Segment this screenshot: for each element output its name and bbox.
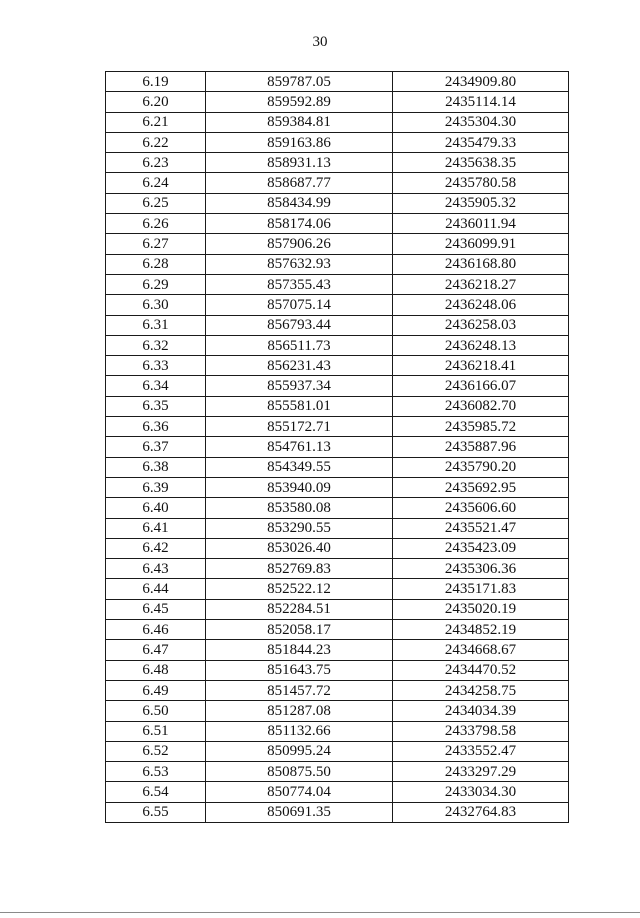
- x-coordinate-cell: 851132.66: [206, 721, 393, 741]
- x-coordinate-cell: 854349.55: [206, 457, 393, 477]
- table-row: [106, 92, 569, 112]
- y-coordinate-cell: 2435887.96: [393, 437, 569, 457]
- point-number-cell: 6.55: [106, 802, 206, 822]
- y-coordinate-cell: 2435521.47: [393, 518, 569, 538]
- y-coordinate-cell: 2436011.94: [393, 214, 569, 234]
- x-coordinate-cell: 851457.72: [206, 680, 393, 700]
- point-number-cell: 6.31: [106, 315, 206, 335]
- coordinates-table-body: [106, 72, 569, 823]
- table-row: [106, 660, 569, 680]
- table-row: [106, 538, 569, 558]
- point-number-cell: 6.48: [106, 660, 206, 680]
- y-coordinate-cell: 2436248.13: [393, 335, 569, 355]
- y-coordinate-cell: 2435114.14: [393, 92, 569, 112]
- table-row: [106, 234, 569, 254]
- x-coordinate-cell: 858687.77: [206, 173, 393, 193]
- point-number-cell: 6.38: [106, 457, 206, 477]
- x-coordinate-cell: 859592.89: [206, 92, 393, 112]
- point-number-cell: 6.26: [106, 214, 206, 234]
- page-bottom-rule: [0, 912, 640, 913]
- point-number-cell: 6.49: [106, 680, 206, 700]
- x-coordinate-cell: 853580.08: [206, 498, 393, 518]
- x-coordinate-cell: 858434.99: [206, 193, 393, 213]
- y-coordinate-cell: 2434852.19: [393, 620, 569, 640]
- y-coordinate-cell: 2436166.07: [393, 376, 569, 396]
- x-coordinate-cell: 855172.71: [206, 417, 393, 437]
- page-number: 30: [312, 34, 328, 50]
- point-number-cell: 6.33: [106, 356, 206, 376]
- y-coordinate-cell: 2434470.52: [393, 660, 569, 680]
- table-row: [106, 396, 569, 416]
- y-coordinate-cell: 2435790.20: [393, 457, 569, 477]
- y-coordinate-cell: 2434258.75: [393, 680, 569, 700]
- x-coordinate-cell: 856793.44: [206, 315, 393, 335]
- x-coordinate-cell: 859163.86: [206, 132, 393, 152]
- x-coordinate-cell: 855937.34: [206, 376, 393, 396]
- point-number-cell: 6.32: [106, 335, 206, 355]
- table-row: [106, 335, 569, 355]
- point-number-cell: 6.44: [106, 579, 206, 599]
- y-coordinate-cell: 2435638.35: [393, 153, 569, 173]
- point-number-cell: 6.39: [106, 477, 206, 497]
- x-coordinate-cell: 852284.51: [206, 599, 393, 619]
- y-coordinate-cell: 2433034.30: [393, 782, 569, 802]
- table-row: [106, 173, 569, 193]
- y-coordinate-cell: 2433798.58: [393, 721, 569, 741]
- table-row: [106, 620, 569, 640]
- point-number-cell: 6.51: [106, 721, 206, 741]
- x-coordinate-cell: 857355.43: [206, 274, 393, 294]
- table-row: [106, 437, 569, 457]
- table-row: [106, 640, 569, 660]
- x-coordinate-cell: 851287.08: [206, 701, 393, 721]
- point-number-cell: 6.29: [106, 274, 206, 294]
- table-row: [106, 762, 569, 782]
- point-number-cell: 6.28: [106, 254, 206, 274]
- y-coordinate-cell: 2435423.09: [393, 538, 569, 558]
- x-coordinate-cell: 855581.01: [206, 396, 393, 416]
- table-row: [106, 254, 569, 274]
- x-coordinate-cell: 859787.05: [206, 72, 393, 92]
- table-row: [106, 132, 569, 152]
- x-coordinate-cell: 852769.83: [206, 559, 393, 579]
- y-coordinate-cell: 2432764.83: [393, 802, 569, 822]
- table-row: [106, 701, 569, 721]
- y-coordinate-cell: 2435306.36: [393, 559, 569, 579]
- point-number-cell: 6.46: [106, 620, 206, 640]
- y-coordinate-cell: 2435780.58: [393, 173, 569, 193]
- point-number-cell: 6.37: [106, 437, 206, 457]
- point-number-cell: 6.50: [106, 701, 206, 721]
- point-number-cell: 6.27: [106, 234, 206, 254]
- table-row: [106, 112, 569, 132]
- y-coordinate-cell: 2436168.80: [393, 254, 569, 274]
- y-coordinate-cell: 2436218.27: [393, 274, 569, 294]
- table-row: [106, 457, 569, 477]
- x-coordinate-cell: 853290.55: [206, 518, 393, 538]
- y-coordinate-cell: 2436082.70: [393, 396, 569, 416]
- table-row: [106, 782, 569, 802]
- x-coordinate-cell: 853940.09: [206, 477, 393, 497]
- y-coordinate-cell: 2435020.19: [393, 599, 569, 619]
- point-number-cell: 6.40: [106, 498, 206, 518]
- table-row: [106, 356, 569, 376]
- point-number-cell: 6.23: [106, 153, 206, 173]
- x-coordinate-cell: 856511.73: [206, 335, 393, 355]
- x-coordinate-cell: 859384.81: [206, 112, 393, 132]
- table-row: [106, 559, 569, 579]
- table-row: [106, 579, 569, 599]
- y-coordinate-cell: 2435171.83: [393, 579, 569, 599]
- x-coordinate-cell: 850995.24: [206, 741, 393, 761]
- x-coordinate-cell: 851643.75: [206, 660, 393, 680]
- point-number-cell: 6.47: [106, 640, 206, 660]
- point-number-cell: 6.54: [106, 782, 206, 802]
- y-coordinate-cell: 2433297.29: [393, 762, 569, 782]
- table-row: [106, 721, 569, 741]
- point-number-cell: 6.30: [106, 295, 206, 315]
- x-coordinate-cell: 857075.14: [206, 295, 393, 315]
- table-row: [106, 802, 569, 822]
- x-coordinate-cell: 858174.06: [206, 214, 393, 234]
- y-coordinate-cell: 2434909.80: [393, 72, 569, 92]
- y-coordinate-cell: 2435905.32: [393, 193, 569, 213]
- table-row: [106, 214, 569, 234]
- x-coordinate-cell: 852058.17: [206, 620, 393, 640]
- coordinates-table: [105, 71, 569, 823]
- table-row: [106, 193, 569, 213]
- point-number-cell: 6.21: [106, 112, 206, 132]
- point-number-cell: 6.20: [106, 92, 206, 112]
- y-coordinate-cell: 2435479.33: [393, 132, 569, 152]
- y-coordinate-cell: 2434034.39: [393, 701, 569, 721]
- y-coordinate-cell: 2436258.03: [393, 315, 569, 335]
- table-row: [106, 680, 569, 700]
- y-coordinate-cell: 2436099.91: [393, 234, 569, 254]
- x-coordinate-cell: 856231.43: [206, 356, 393, 376]
- table-row: [106, 376, 569, 396]
- table-row: [106, 741, 569, 761]
- point-number-cell: 6.42: [106, 538, 206, 558]
- x-coordinate-cell: 850774.04: [206, 782, 393, 802]
- table-row: [106, 295, 569, 315]
- point-number-cell: 6.36: [106, 417, 206, 437]
- point-number-cell: 6.22: [106, 132, 206, 152]
- table-row: [106, 72, 569, 92]
- point-number-cell: 6.43: [106, 559, 206, 579]
- x-coordinate-cell: 853026.40: [206, 538, 393, 558]
- point-number-cell: 6.19: [106, 72, 206, 92]
- point-number-cell: 6.34: [106, 376, 206, 396]
- point-number-cell: 6.35: [106, 396, 206, 416]
- x-coordinate-cell: 850875.50: [206, 762, 393, 782]
- table-row: [106, 153, 569, 173]
- y-coordinate-cell: 2436218.41: [393, 356, 569, 376]
- y-coordinate-cell: 2435692.95: [393, 477, 569, 497]
- table-row: [106, 498, 569, 518]
- y-coordinate-cell: 2433552.47: [393, 741, 569, 761]
- table-row: [106, 315, 569, 335]
- x-coordinate-cell: 857906.26: [206, 234, 393, 254]
- point-number-cell: 6.52: [106, 741, 206, 761]
- x-coordinate-cell: 857632.93: [206, 254, 393, 274]
- x-coordinate-cell: 854761.13: [206, 437, 393, 457]
- y-coordinate-cell: 2434668.67: [393, 640, 569, 660]
- table-row: [106, 599, 569, 619]
- point-number-cell: 6.45: [106, 599, 206, 619]
- point-number-cell: 6.24: [106, 173, 206, 193]
- y-coordinate-cell: 2435985.72: [393, 417, 569, 437]
- x-coordinate-cell: 850691.35: [206, 802, 393, 822]
- point-number-cell: 6.41: [106, 518, 206, 538]
- table-row: [106, 274, 569, 294]
- y-coordinate-cell: 2436248.06: [393, 295, 569, 315]
- point-number-cell: 6.25: [106, 193, 206, 213]
- table-row: [106, 417, 569, 437]
- x-coordinate-cell: 852522.12: [206, 579, 393, 599]
- table-row: [106, 518, 569, 538]
- table-row: [106, 477, 569, 497]
- y-coordinate-cell: 2435606.60: [393, 498, 569, 518]
- point-number-cell: 6.53: [106, 762, 206, 782]
- x-coordinate-cell: 858931.13: [206, 153, 393, 173]
- y-coordinate-cell: 2435304.30: [393, 112, 569, 132]
- x-coordinate-cell: 851844.23: [206, 640, 393, 660]
